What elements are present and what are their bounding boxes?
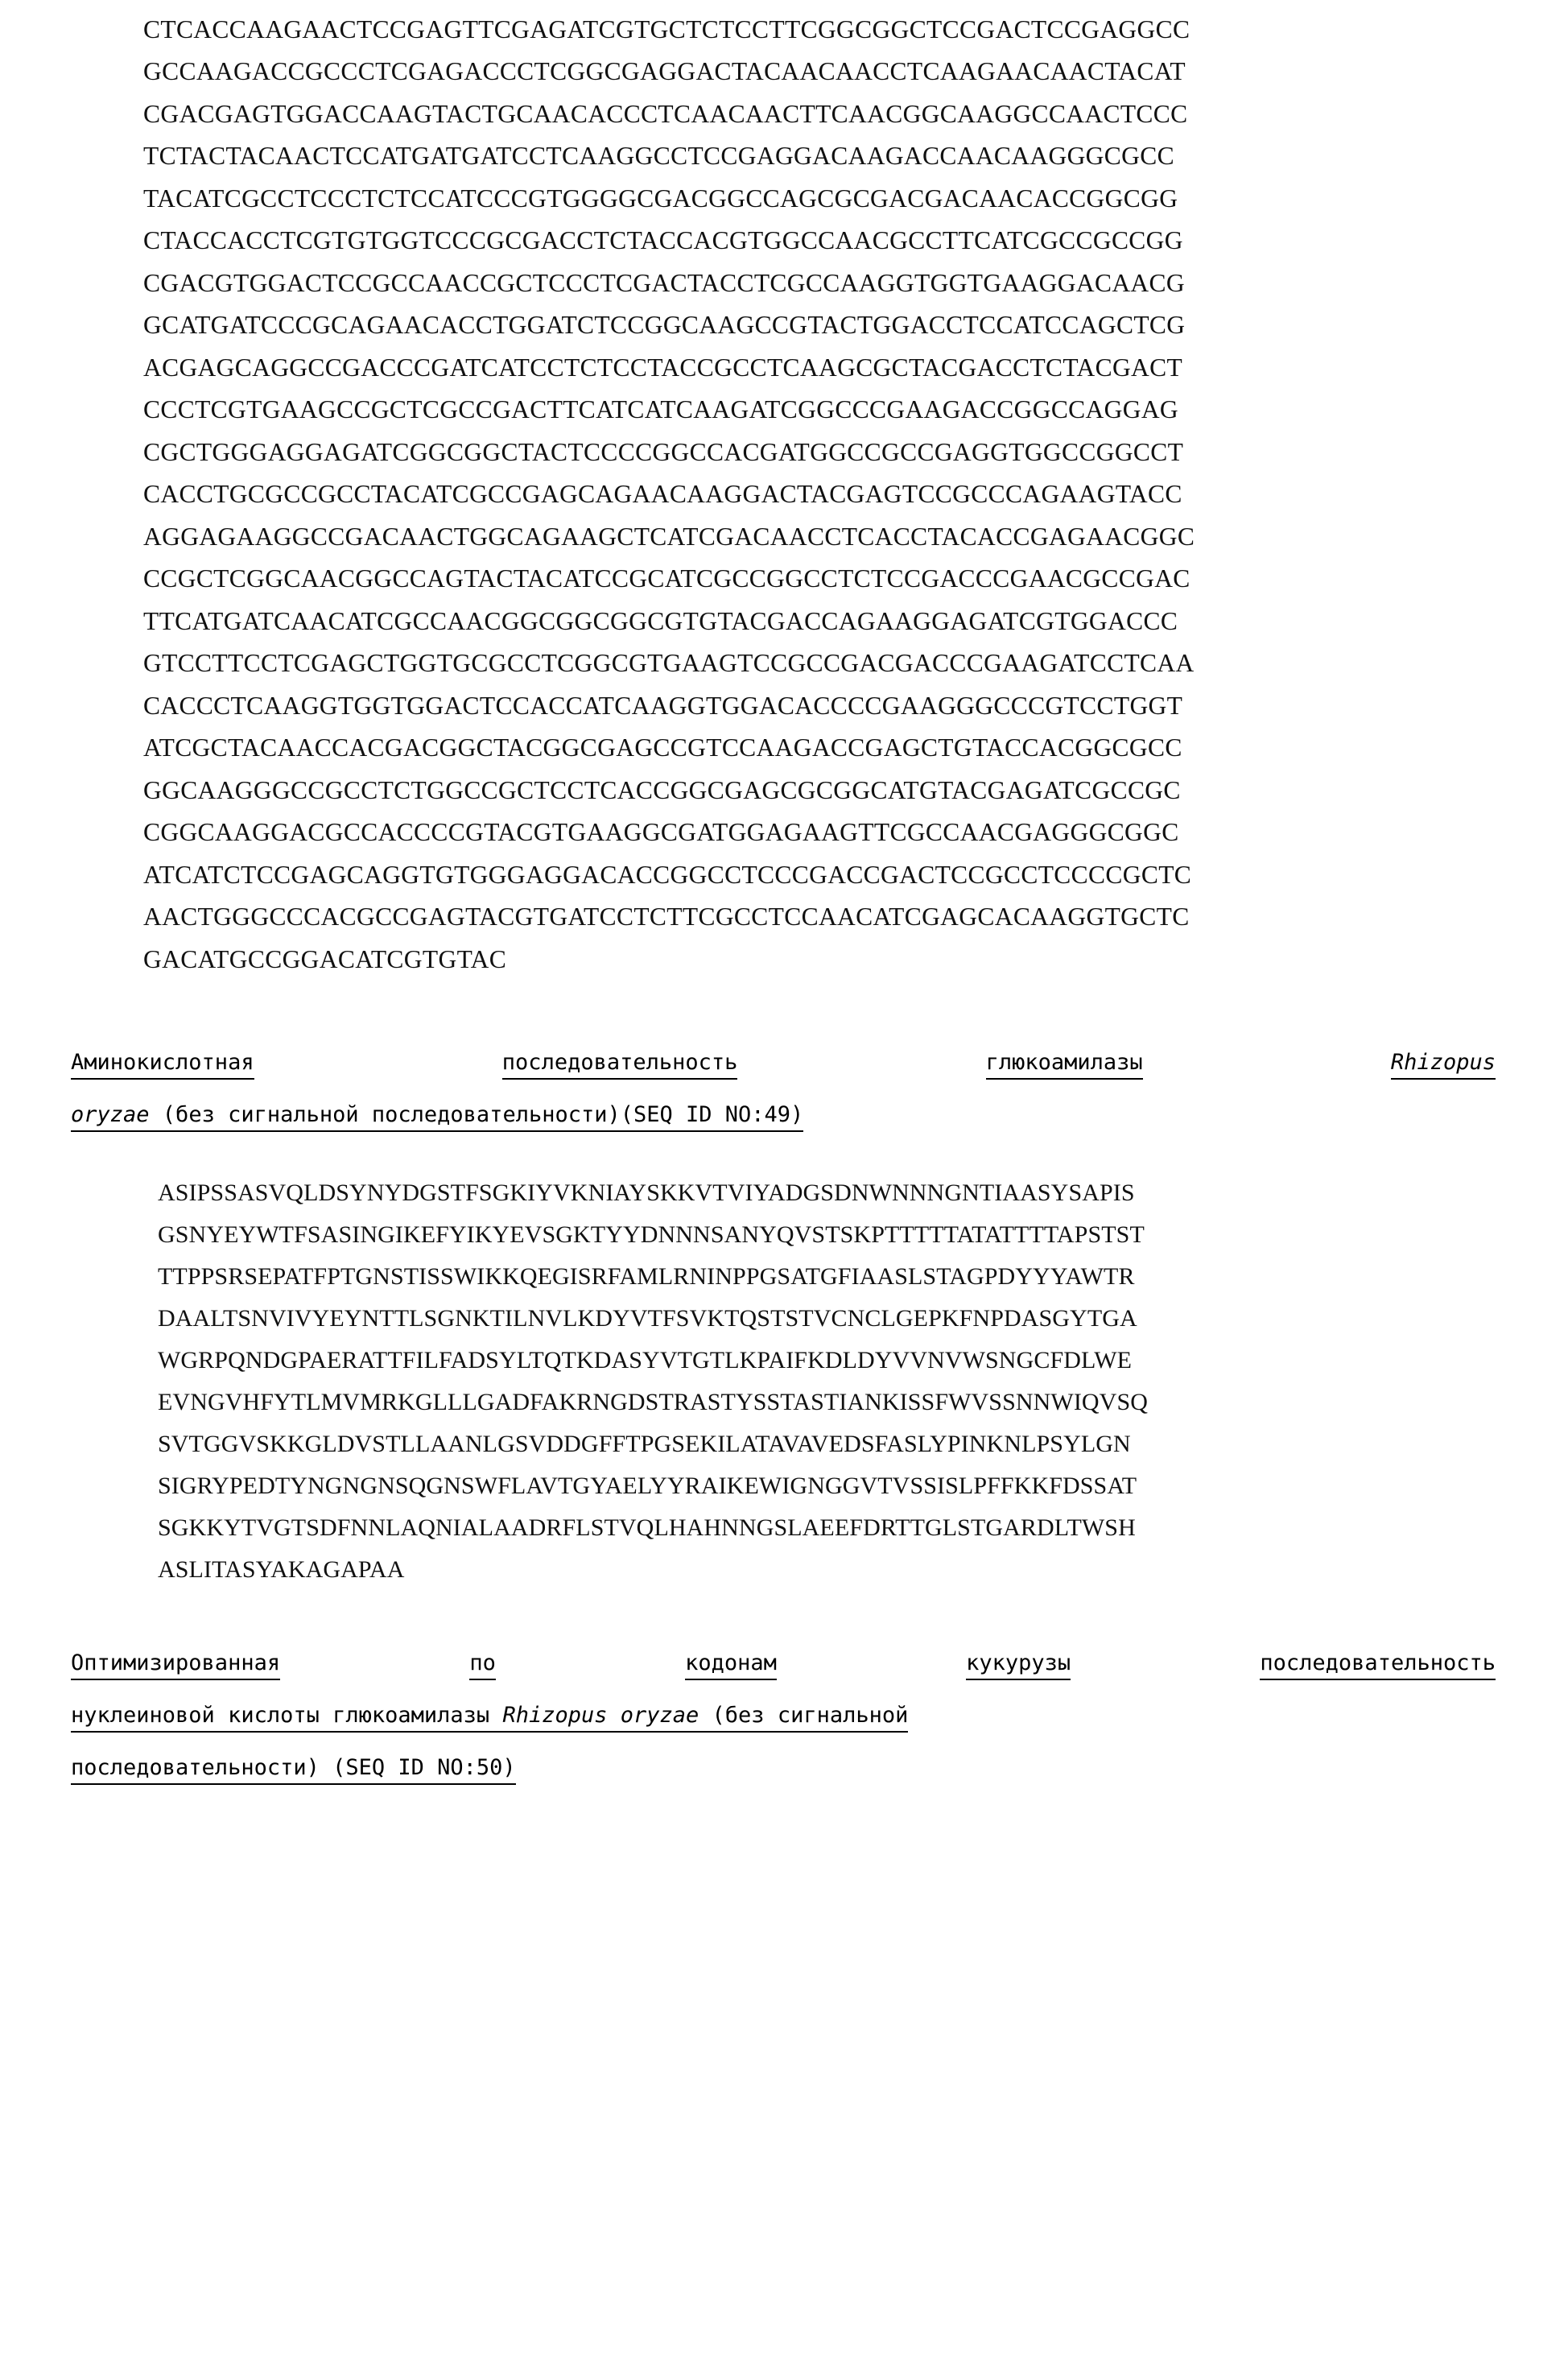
protein-sequence-line: SIGRYPEDTYNGNGNSQGNSWFLAVTGYAELYYRAIKEWIGNGGVTVSSISLPFFKKFDSSAT [158, 1472, 1137, 1499]
protein-sequence-block [158, 1172, 1568, 1591]
heading-segment-species: oryzae [71, 1104, 150, 1132]
codon-optimized-sequence-heading [0, 1628, 1568, 1785]
heading-segment: кодонам [685, 1652, 777, 1680]
dna-sequence-line: ACGAGCAGGCCGACCCGATCATCCTCTCCTACCGCCTCAAGCGCTACGACCTCTACGACT [143, 353, 1183, 382]
dna-sequence-line: CACCCTCAAGGTGGTGGACTCCACCATCAAGGTGGACACCCCGAAGGGCCCGTCCTGGT [143, 691, 1183, 720]
heading-segment: последовательность [1260, 1652, 1496, 1680]
protein-sequence-line: WGRPQNDGPAERATTFILFADSYLTQTKDASYVTGTLKPAIFKDLDYVVNVWSNGCFDLWE [158, 1346, 1133, 1373]
heading-line [71, 1628, 1496, 1680]
dna-sequence-line: CCGCTCGGCAACGGCCAGTACTACATCCGCATCGCCGGCCTCTCCGACCCGAACGCCGAC [143, 564, 1190, 593]
dna-sequence-line: CGCTGGGAGGAGATCGGCGGCTACTCCCCGGCCACGATGGCCGCCGAGGTGGCCGGCCT [143, 437, 1184, 466]
dna-sequence-line: GCCAAGACCGCCCTCGAGACCCTCGGCGAGGACTACAACAACCTCAAGAACAACTACAT [143, 57, 1186, 85]
dna-sequence-line: AGGAGAAGGCCGACAACTGGCAGAAGCTCATCGACAACCTCACCTACACCGAGAACGGC [143, 522, 1195, 551]
heading-segment: (без сигнальной последовательности)(SEQ ID NO:49) [150, 1104, 804, 1132]
heading-segment: последовательность [502, 1051, 738, 1080]
heading-line [71, 1733, 1496, 1785]
protein-sequence-line: TTPPSRSEPATFPTGNSTISSWIKKQEGISRFAMLRNINPPGSATGFIAASLSTAGPDYYYAWTR [158, 1262, 1135, 1290]
heading-segment: по [469, 1652, 496, 1680]
protein-sequence-line: ASIPSSASVQLDSYNYDGSTFSGKIYVKNIAYSKKVTVIYADGSDNWNNNGNTIAASYSAPIS [158, 1179, 1135, 1206]
dna-sequence-block-upper [143, 8, 1568, 981]
heading-line [71, 1080, 1496, 1132]
dna-sequence-line: ATCGCTACAACCACGACGGCTACGGCGAGCCGTCCAAGACCGAGCTGTACCACGGCGCC [143, 733, 1182, 762]
heading-segment: последовательности) (SEQ ID NO:50) [71, 1757, 516, 1785]
dna-sequence-line: CTACCACCTCGTGTGGTCCCGCGACCTCTACCACGTGGCCAACGCCTTCATCGCCGCCGG [143, 226, 1183, 254]
dna-sequence-line: CGGCAAGGACGCCACCCCGTACGTGAAGGCGATGGAGAAGTTCGCCAACGAGGGCGGC [143, 818, 1179, 846]
dna-sequence-line: CGACGTGGACTCCGCCAACCGCTCCCTCGACTACCTCGCCAAGGTGGTGAAGGACAACG [143, 268, 1185, 297]
heading-segment: глюкоамилазы [986, 1051, 1143, 1080]
heading-line [71, 1027, 1496, 1080]
dna-sequence-line: TCTACTACAACTCCATGATGATCCTCAAGGCCTCCGAGGACAAGACCAACAAGGGCGCC [143, 142, 1174, 170]
heading-segment: Аминокислотная [71, 1051, 254, 1080]
spacer [0, 1132, 1568, 1167]
amino-acid-sequence-heading [0, 1027, 1568, 1132]
heading-segment: (без сигнальной [699, 1704, 908, 1733]
dna-sequence-line: TTCATGATCAACATCGCCAACGGCGGCGGCGTGTACGACCAGAAGGAGATCGTGGACCC [143, 606, 1178, 635]
dna-sequence-line: CACCTGCGCCGCCTACATCGCCGAGCAGAACAAGGACTACGAGTCCGCCCAGAAGTACC [143, 480, 1182, 508]
protein-sequence-line: EVNGVHFYTLMVMRKGLLLGADFAKRNGDSTRASTYSSTASTIANKISSFWVSSNNWIQVSQ [158, 1388, 1148, 1415]
dna-sequence-line: CTCACCAAGAACTCCGAGTTCGAGATCGTGCTCTCCTTCGGCGGCTCCGACTCCGAGGCC [143, 14, 1190, 43]
dna-sequence-line: GCATGATCCCGCAGAACACCTGGATCTCCGGCAAGCCGTACTGGACCTCCATCCAGCTCG [143, 311, 1186, 339]
dna-sequence-line: ATCATCTCCGAGCAGGTGTGGGAGGACACCGGCCTCCCGACCGACTCCGCCTCCCCGCTC [143, 860, 1192, 889]
protein-sequence-line: DAALTSNVIVYEYNTTLSGNKTILNVLKDYVTFSVKTQSTSTVCNCLGEPKFNPDASGYTGA [158, 1304, 1137, 1332]
spacer [0, 1591, 1568, 1628]
heading-line [71, 1680, 1496, 1733]
heading-segment-species: Rhizopus oryzae [502, 1704, 699, 1733]
protein-sequence-line: SGKKYTVGTSDFNNLAQNIALAADRFLSTVQLHAHNNGSLAEEFDRTTGLSTGARDLTWSH [158, 1514, 1136, 1541]
heading-segment: Оптимизированная [71, 1652, 280, 1680]
dna-sequence-line: AACTGGGCCCACGCCGAGTACGTGATCCTCTTCGCCTCCAACATCGAGCACAAGGTGCTC [143, 903, 1190, 931]
dna-sequence-line: GTCCTTCCTCGAGCTGGTGCGCCTCGGCGTGAAGTCCGCCGACGACCCGAAGATCCTCAA [143, 649, 1195, 677]
protein-sequence-line: ASLITASYAKAGAPAA [158, 1555, 405, 1583]
dna-sequence-line: GACATGCCGGACATCGTGTAC [143, 944, 507, 973]
dna-sequence-line: GGCAAGGGCCGCCTCTGGCCGCTCCTCACCGGCGAGCGCGGCATGTACGAGATCGCCGC [143, 775, 1181, 804]
dna-sequence-line: CGACGAGTGGACCAAGTACTGCAACACCCTCAACAACTTCAACGGCAAGGCCAACTCCC [143, 99, 1188, 128]
protein-sequence-line: SVTGGVSKKGLDVSTLLAANLGSVDDGFFTPGSEKILATAVAVEDSFASLYPINKNLPSYLGN [158, 1430, 1131, 1457]
heading-segment: кукурузы [966, 1652, 1071, 1680]
heading-segment: нуклеиновой кислоты глюкоамилазы [71, 1704, 502, 1733]
heading-segment-species: Rhizopus [1391, 1051, 1496, 1080]
protein-sequence-line: GSNYEYWTFSASINGIKEFYIKYEVSGKTYYDNNNSANYQVSTSKPTTTTTATATTTTAPSTST [158, 1221, 1145, 1248]
spacer [0, 981, 1568, 1027]
document-page [0, 8, 1568, 2371]
dna-sequence-line: TACATCGCCTCCCTCTCCATCCCGTGGGGCGACGGCCAGCGCGACGACAACACCGGCGG [143, 184, 1178, 213]
dna-sequence-line: CCCTCGTGAAGCCGCTCGCCGACTTCATCATCAAGATCGGCCCGAAGACCGGCCAGGAG [143, 395, 1179, 423]
